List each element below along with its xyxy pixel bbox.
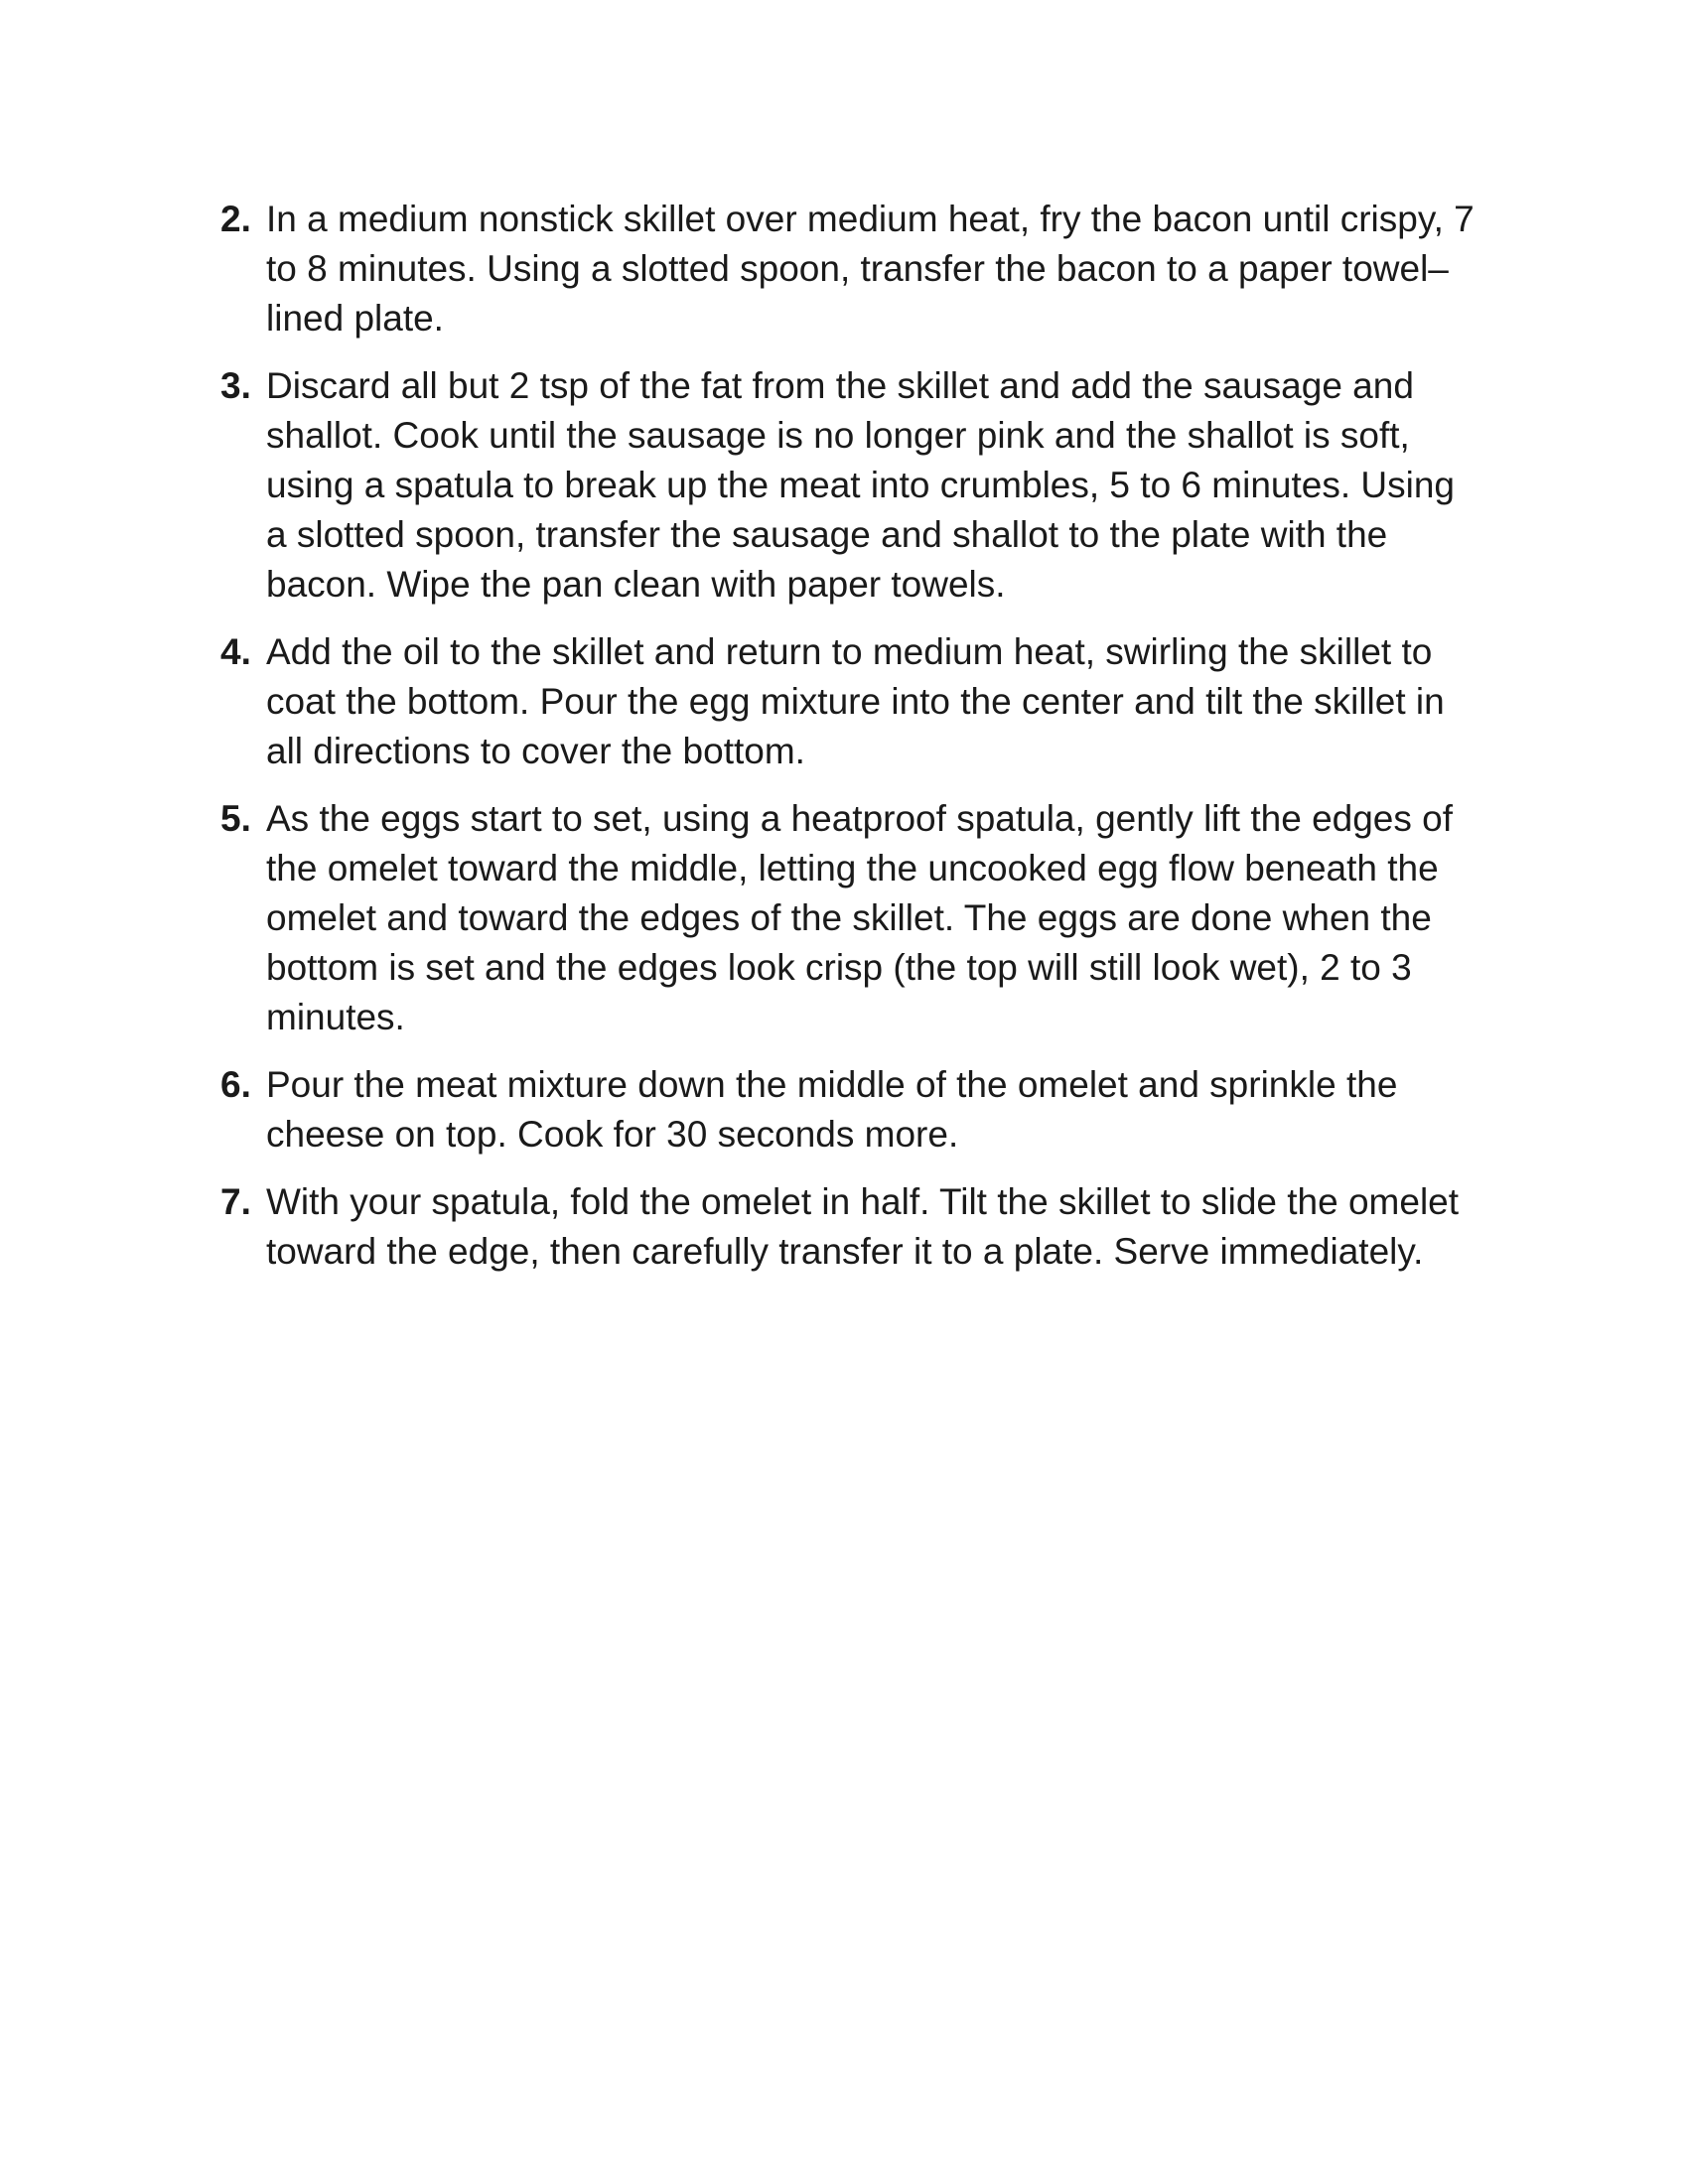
step-text: Pour the meat mixture down the middle of the omelet and sprinkle the cheese on top. Cook for 30 seconds more. xyxy=(266,1064,1398,1155)
recipe-step-7 xyxy=(220,1177,1481,1277)
recipe-step-4 xyxy=(220,627,1481,776)
step-number: 4. xyxy=(220,631,251,672)
recipe-steps-list xyxy=(220,195,1481,1295)
step-number: 3. xyxy=(220,365,251,406)
step-text: Add the oil to the skillet and return to medium heat, swirling the skillet to coat the bottom. Pour the egg mixture into the center and tilt the skillet in all directions to cover the bottom. xyxy=(266,631,1445,771)
recipe-step-6 xyxy=(220,1060,1481,1160)
recipe-step-5 xyxy=(220,794,1481,1042)
step-text: In a medium nonstick skillet over medium heat, fry the bacon until crispy, 7 to 8 minutes. Using a slotted spoon, transfer the bacon to a paper towel–lined plate. xyxy=(266,199,1475,339)
step-text: With your spatula, fold the omelet in half. Tilt the skillet to slide the omelet toward the edge, then carefully transfer it to a plate. Serve immediately. xyxy=(266,1181,1460,1272)
recipe-step-2 xyxy=(220,195,1481,343)
recipe-step-3 xyxy=(220,361,1481,610)
step-number: 7. xyxy=(220,1181,251,1222)
step-text: As the eggs start to set, using a heatproof spatula, gently lift the edges of the omelet toward the middle, letting the uncooked egg flow beneath the omelet and toward the edges of the skillet. The eggs are done when the bottom is set and the edges look crisp (the top will still look wet), 2 to 3 minutes. xyxy=(266,798,1454,1037)
step-number: 6. xyxy=(220,1064,251,1105)
step-number: 2. xyxy=(220,199,251,239)
step-number: 5. xyxy=(220,798,251,839)
step-text: Discard all but 2 tsp of the fat from the skillet and add the sausage and shallot. Cook until the sausage is no longer pink and the shallot is soft, using a spatula to break up the meat into crumbles, 5 to 6 minutes. Using a slotted spoon, transfer the sausage and shallot to the plate with the bacon. Wipe the pan clean with paper towels. xyxy=(266,365,1455,605)
